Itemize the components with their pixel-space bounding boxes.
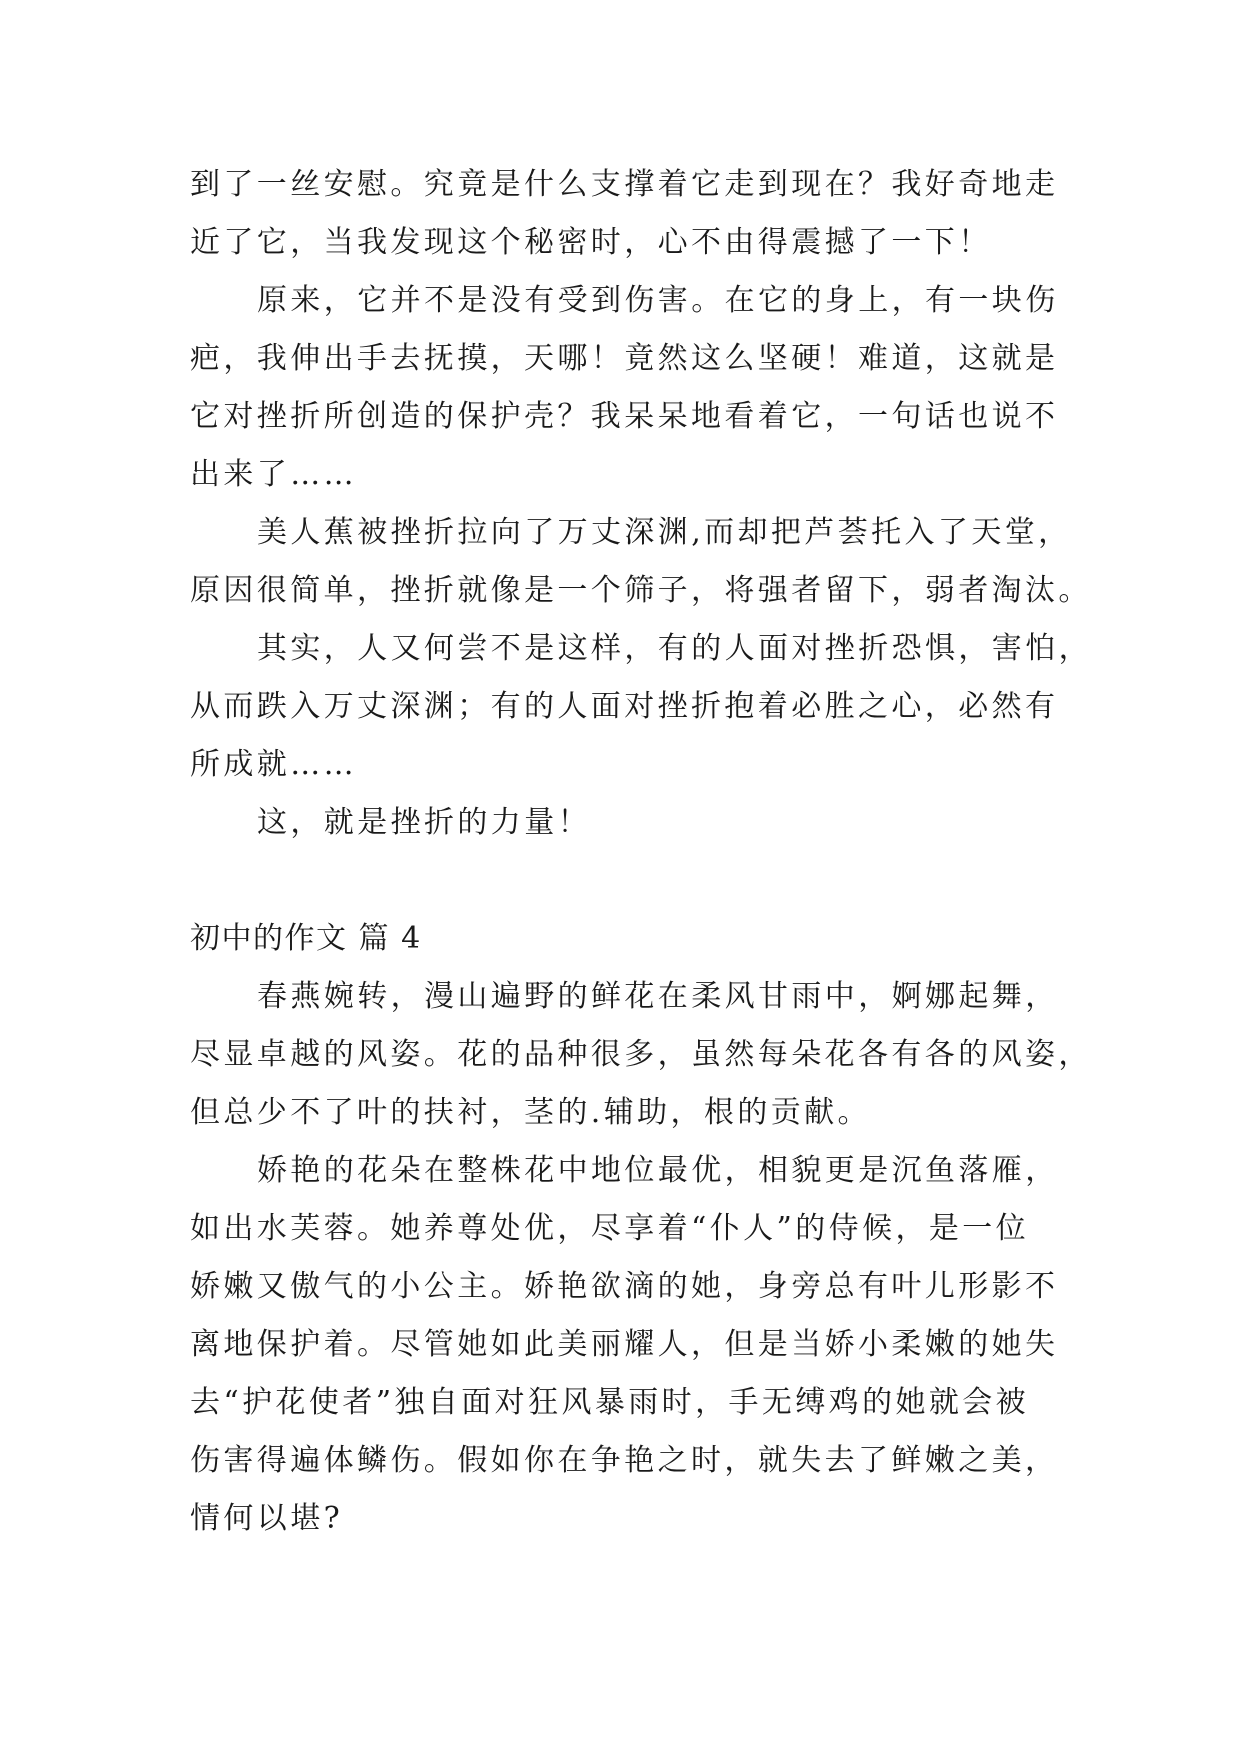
section-heading: 初中的作文 篇 4 xyxy=(190,921,422,956)
paragraph-line: 如出水芙蓉。她养尊处优，尽享着“仆人”的侍候，是一位 xyxy=(190,1211,1030,1246)
paragraph-line: 春燕婉转，漫山遍野的鲜花在柔风甘雨中，婀娜起舞， xyxy=(257,979,1059,1014)
paragraph-line: 近了它，当我发现这个秘密时，心不由得震撼了一下！ xyxy=(190,225,992,260)
paragraph-line: 它对挫折所创造的保护壳？我呆呆地看着它，一句话也说不 xyxy=(190,399,1059,434)
paragraph-line: 原因很简单，挫折就像是一个筛子，将强者留下，弱者淘汰。 xyxy=(190,573,1092,608)
paragraph-line: 娇嫩又傲气的小公主。娇艳欲滴的她，身旁总有叶儿形影不 xyxy=(190,1269,1059,1304)
paragraph-line: 娇艳的花朵在整株花中地位最优，相貌更是沉鱼落雁， xyxy=(257,1153,1059,1188)
paragraph-line: 离地保护着。尽管她如此美丽耀人，但是当娇小柔嫩的她失 xyxy=(190,1327,1059,1362)
paragraph-line: 从而跌入万丈深渊；有的人面对挫折抱着必胜之心，必然有 xyxy=(190,689,1059,724)
paragraph-line: 情何以堪? xyxy=(190,1501,344,1536)
paragraph-line: 美人蕉被挫折拉向了万丈深渊,而却把芦荟托入了天堂， xyxy=(257,515,1072,550)
paragraph-line: 原来，它并不是没有受到伤害。在它的身上，有一块伤 xyxy=(257,283,1059,318)
paragraph-line: 伤害得遍体鳞伤。假如你在争艳之时，就失去了鲜嫩之美， xyxy=(190,1443,1059,1478)
paragraph-line: 尽显卓越的风姿。花的品种很多，虽然每朵花各有各的风姿， xyxy=(190,1037,1092,1072)
paragraph-line: 出来了…… xyxy=(190,457,357,492)
paragraph-line: 到了一丝安慰。究竟是什么支撑着它走到现在？我好奇地走 xyxy=(190,167,1059,202)
paragraph-line: 去“护花使者”独自面对狂风暴雨时，手无缚鸡的她就会被 xyxy=(190,1385,1030,1420)
paragraph-line: 这，就是挫折的力量！ xyxy=(257,805,591,840)
paragraph-line: 但总少不了叶的扶衬，茎的.辅助，根的贡献。 xyxy=(190,1095,871,1130)
paragraph-line: 其实，人又何尝不是这样，有的人面对挫折恐惧，害怕， xyxy=(257,631,1092,666)
paragraph-line: 所成就…… xyxy=(190,747,357,782)
paragraph-line: 疤，我伸出手去抚摸，天哪！竟然这么坚硬！难道，这就是 xyxy=(190,341,1059,376)
